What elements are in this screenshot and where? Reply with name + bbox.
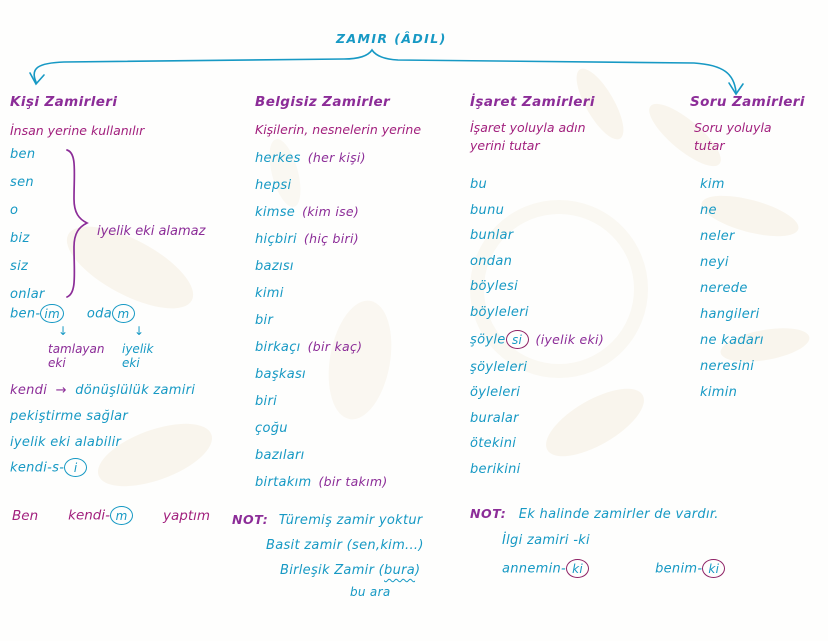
section-header: Belgisiz Zamirler bbox=[255, 94, 391, 110]
list-item bbox=[255, 150, 388, 166]
kendi-definition: dönüşlülük zamiri bbox=[75, 383, 196, 398]
circled-suffix: ki bbox=[702, 559, 725, 578]
brace-annotation: iyelik eki alamaz bbox=[97, 223, 206, 239]
list-item bbox=[255, 474, 388, 490]
soru-list bbox=[700, 177, 764, 411]
item-text: hepsi bbox=[255, 178, 292, 193]
suffix-label-iyelik bbox=[122, 342, 153, 370]
note-label: NOT: bbox=[232, 512, 269, 527]
item-note: (bir takım) bbox=[318, 474, 388, 489]
label-text: eki bbox=[48, 356, 66, 370]
list-item bbox=[255, 339, 388, 355]
word-part: benim- bbox=[655, 561, 703, 577]
list-item: biz bbox=[10, 231, 30, 246]
note-line-2: İlgi zamiri -ki bbox=[502, 533, 590, 548]
item-note: (kim ise) bbox=[302, 204, 360, 219]
isaret-list bbox=[470, 177, 604, 487]
kendisi-example bbox=[10, 458, 87, 477]
note-block-ek-zamirler bbox=[470, 506, 725, 578]
down-arrow-icon: ↓ bbox=[134, 324, 145, 338]
list-item bbox=[255, 366, 388, 382]
suffix-example-line bbox=[10, 304, 135, 323]
list-item: kim bbox=[700, 177, 725, 192]
ki-example bbox=[655, 559, 725, 578]
circled-suffix: si bbox=[506, 330, 529, 349]
example-sentence bbox=[12, 506, 210, 525]
section-header: İşaret Zamirleri bbox=[470, 94, 595, 110]
word-part: annemin- bbox=[502, 561, 567, 577]
section-subtitle-line1: Soru yoluyla bbox=[694, 120, 772, 135]
example-word: ben- bbox=[10, 306, 41, 322]
item-text: birtakım bbox=[255, 475, 312, 490]
label-text: iyelik bbox=[122, 342, 154, 356]
kendi-word: kendi bbox=[10, 383, 48, 398]
item-text: şöyle bbox=[470, 332, 506, 348]
example-word: oda bbox=[86, 306, 112, 322]
item-text: herkes bbox=[255, 151, 301, 166]
section-kisi-zamirleri bbox=[10, 90, 252, 560]
list-item: ne bbox=[700, 203, 717, 218]
list-item: böyleleri bbox=[470, 304, 529, 320]
belgisiz-list bbox=[255, 150, 388, 501]
list-item: ne kadarı bbox=[700, 333, 764, 348]
item-text: hiçbiri bbox=[255, 232, 297, 247]
list-item: ondan bbox=[470, 253, 513, 269]
note-line-1 bbox=[470, 506, 725, 522]
sentence-word: yaptım bbox=[163, 507, 211, 524]
right-arrow-icon: → bbox=[55, 383, 67, 398]
list-item: nerede bbox=[700, 281, 748, 296]
item-text: kimi bbox=[255, 286, 284, 301]
list-item: sen bbox=[10, 175, 34, 190]
list-item: neresini bbox=[700, 359, 755, 374]
list-item bbox=[255, 204, 388, 220]
ki-example bbox=[502, 559, 589, 578]
list-item bbox=[255, 393, 388, 409]
circled-suffix: m bbox=[112, 304, 135, 323]
note-line-1 bbox=[232, 512, 424, 528]
note-line: iyelik eki alabilir bbox=[10, 435, 122, 450]
list-item bbox=[255, 258, 388, 274]
item-text: başkası bbox=[255, 367, 306, 382]
section-subtitle: Kişilerin, nesnelerin yerine bbox=[255, 122, 422, 137]
item-note: (bir kaç) bbox=[307, 339, 363, 354]
item-text: kimse bbox=[255, 205, 296, 220]
wavy-underlined-word: bura bbox=[384, 563, 416, 578]
note-text: Birleşik Zamir ( bbox=[280, 563, 385, 578]
pronoun-list bbox=[10, 147, 62, 315]
section-header: Soru Zamirleri bbox=[690, 94, 805, 110]
item-note: (iyelik eki) bbox=[535, 331, 605, 347]
circled-suffix: ki bbox=[566, 559, 589, 578]
note-text: Türemiş zamir yoktur bbox=[278, 513, 423, 528]
note-examples bbox=[502, 559, 725, 578]
note-label: NOT: bbox=[470, 506, 507, 521]
list-item: böylesi bbox=[470, 279, 518, 294]
list-item: ben bbox=[10, 147, 36, 162]
section-subtitle: İnsan yerine kullanılır bbox=[10, 123, 145, 138]
item-text: bir bbox=[255, 313, 274, 328]
list-item: neler bbox=[700, 229, 735, 244]
example-word: kendi-s- bbox=[10, 460, 65, 476]
list-item: bunu bbox=[470, 202, 505, 218]
item-text: bazısı bbox=[255, 259, 294, 274]
sentence-word: Ben bbox=[12, 507, 39, 524]
section-subtitle-line2: tutar bbox=[694, 138, 725, 153]
arrowhead-right bbox=[729, 83, 743, 94]
list-item: bunlar bbox=[470, 228, 514, 243]
section-subtitle-line2: yerini tutar bbox=[470, 138, 540, 153]
note-text: Ek halinde zamirler de vardır. bbox=[518, 507, 719, 522]
item-text: birkaçı bbox=[255, 340, 301, 355]
note-line-3 bbox=[280, 563, 424, 578]
note-block-zamir-types bbox=[232, 512, 424, 599]
list-item bbox=[255, 312, 388, 328]
down-arrow-icon: ↓ bbox=[58, 324, 69, 338]
arrowhead-left bbox=[30, 73, 44, 84]
list-item: öyleleri bbox=[470, 385, 521, 400]
circled-suffix: i bbox=[64, 458, 87, 477]
list-item bbox=[255, 231, 388, 247]
list-item: neyi bbox=[700, 255, 729, 270]
kendi-definition-line bbox=[10, 383, 195, 398]
curly-brace bbox=[62, 147, 92, 303]
list-item: hangileri bbox=[700, 307, 760, 322]
list-item: onlar bbox=[10, 287, 45, 302]
label-text: tamlayan bbox=[48, 342, 105, 356]
pronoun-brace-group bbox=[10, 147, 205, 315]
list-item bbox=[255, 420, 388, 436]
suffix-example-labels bbox=[10, 326, 220, 388]
note-gloss: bu ara bbox=[350, 585, 391, 599]
item-text: bazıları bbox=[255, 448, 305, 463]
note-line-2: Basit zamir (sen,kim...) bbox=[266, 538, 424, 553]
circled-suffix: im bbox=[40, 304, 64, 323]
list-item-with-circle bbox=[470, 330, 604, 349]
list-item bbox=[255, 447, 388, 463]
word-part: kendi- bbox=[68, 507, 110, 524]
item-text: çoğu bbox=[255, 421, 288, 436]
list-item: siz bbox=[10, 259, 29, 274]
list-item: şöyleleri bbox=[470, 359, 528, 375]
list-item bbox=[255, 177, 388, 193]
list-item: ötekini bbox=[470, 436, 517, 451]
list-item: o bbox=[10, 203, 19, 218]
list-item: berikini bbox=[470, 461, 521, 477]
section-header: Kişi Zamirleri bbox=[10, 94, 118, 110]
suffix-label-tamlayan bbox=[48, 342, 105, 370]
note-text: ) bbox=[415, 563, 421, 578]
list-item: buralar bbox=[470, 410, 519, 426]
label-text: eki bbox=[122, 356, 140, 370]
item-text: biri bbox=[255, 394, 278, 409]
list-item: kimin bbox=[700, 385, 738, 400]
sentence-word bbox=[68, 506, 133, 525]
list-item: bu bbox=[470, 177, 488, 192]
item-note: (hiç biri) bbox=[303, 231, 359, 246]
list-item bbox=[255, 285, 388, 301]
item-note: (her kişi) bbox=[307, 150, 366, 165]
circled-suffix: m bbox=[110, 506, 133, 525]
page-title: ZAMIR (ÂDIL) bbox=[336, 31, 447, 46]
note-line: pekiştirme sağlar bbox=[10, 409, 129, 424]
section-subtitle-line1: İşaret yoluyla adın bbox=[470, 120, 586, 135]
